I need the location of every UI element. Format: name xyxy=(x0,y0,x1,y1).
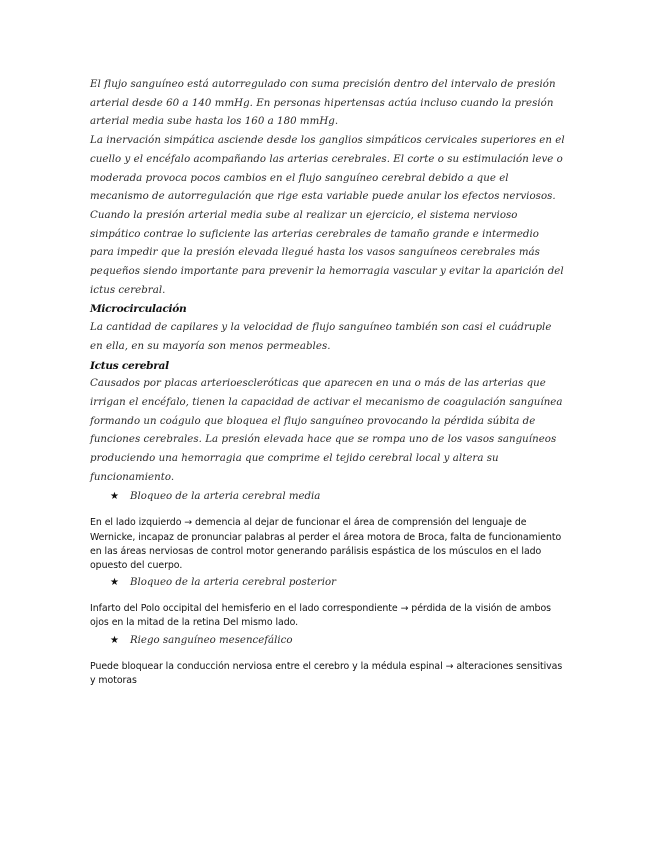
star-bullet-icon: ★ xyxy=(110,634,119,646)
star-bullet-icon: ★ xyxy=(110,491,119,503)
paragraph-presion-ejercicio: Cuando la presión arterial media sube al realizar un ejercicio, el sistema nervioso simpático contrae lo suficiente las arterias cerebrales de tamaño grande e intermedio para impedir que la presión elevada llegué hasta los vasos sanguíneos cerebrales más pequeños siendo importante para prevenir la hemorragia vascular y evitar la aparición del ictus cerebral. xyxy=(90,209,564,296)
detail-riego-mesencefalico: Puede bloquear la conducción nerviosa entre el cerebro y la médula espinal → alteraciones sensitivas y motoras xyxy=(90,660,563,686)
bullet-title: Bloqueo de la arteria cerebral media xyxy=(130,491,321,503)
paragraph-autorregulacion: El flujo sanguíneo está autorregulado con suma precisión dentro del intervalo de presión arterial desde 60 a 140 mmHg. En personas hipertensas actúa incluso cuando la presión arterial media sube hasta los 160 a 180 mmHg. xyxy=(90,79,556,128)
detail-arteria-cerebral-posterior: Infarto del Polo occipital del hemisferio en el lado correspondiente → pérdida de la visión de ambos ojos en la mitad de la retina Del mismo lado. xyxy=(90,603,551,629)
bullet-title: Bloqueo de la arteria cerebral posterior xyxy=(130,577,336,589)
bullet-title: Riego sanguíneo mesencefálico xyxy=(130,634,293,646)
paragraph-microcirculacion: La cantidad de capilares y la velocidad de flujo sanguíneo también son casi el cuádruple en ella, en su mayoría son menos permeables. xyxy=(90,322,552,352)
bullet-riego-mesencefalico xyxy=(110,631,566,650)
detail-arteria-cerebral-media: En el lado izquierdo → demencia al dejar de funcionar el área de comprensión del lenguaje de Wernicke, incapaz de pronunciar palabras al perder el área motora de Broca, falta de funcionamiento en las áreas nerviosas de control motor generando parálisis espástica de los músculos en el lado opuesto del cuerpo. xyxy=(90,517,562,572)
paragraph-inervacion-simpatica: La inervación simpática asciende desde los ganglios simpáticos cervicales superiores en el cuello y el encéfalo acompañando las arterias cerebrales. El corte o su estimulación leve o moderada provoca pocos cambios en el flujo sanguíneo cerebral debido a que el mecanismo de autorregulación que rige esta variable puede anular los efectos nerviosos. xyxy=(90,135,565,203)
document-body xyxy=(90,76,566,688)
heading-microcirculacion: Microcirculación xyxy=(90,303,187,316)
bullet-arteria-cerebral-media xyxy=(110,487,566,506)
bullet-arteria-cerebral-posterior xyxy=(110,573,566,592)
paragraph-ictus-cerebral: Causados por placas arterioescleróticas que aparecen en una o más de las arterias que irrigan el encéfalo, tienen la capacidad de activar el mecanismo de coagulación sanguínea formando un coágulo que bloquea el flujo sanguíneo provocando la pérdida súbita de funciones cerebrales. La presión elevada hace que se rompa uno de los vasos sanguíneos produciendo una hemorragia que comprime el tejido cerebral local y altera su funcionamiento. xyxy=(90,378,563,483)
star-bullet-icon: ★ xyxy=(110,577,119,589)
heading-ictus-cerebral: Ictus cerebral xyxy=(90,359,169,372)
